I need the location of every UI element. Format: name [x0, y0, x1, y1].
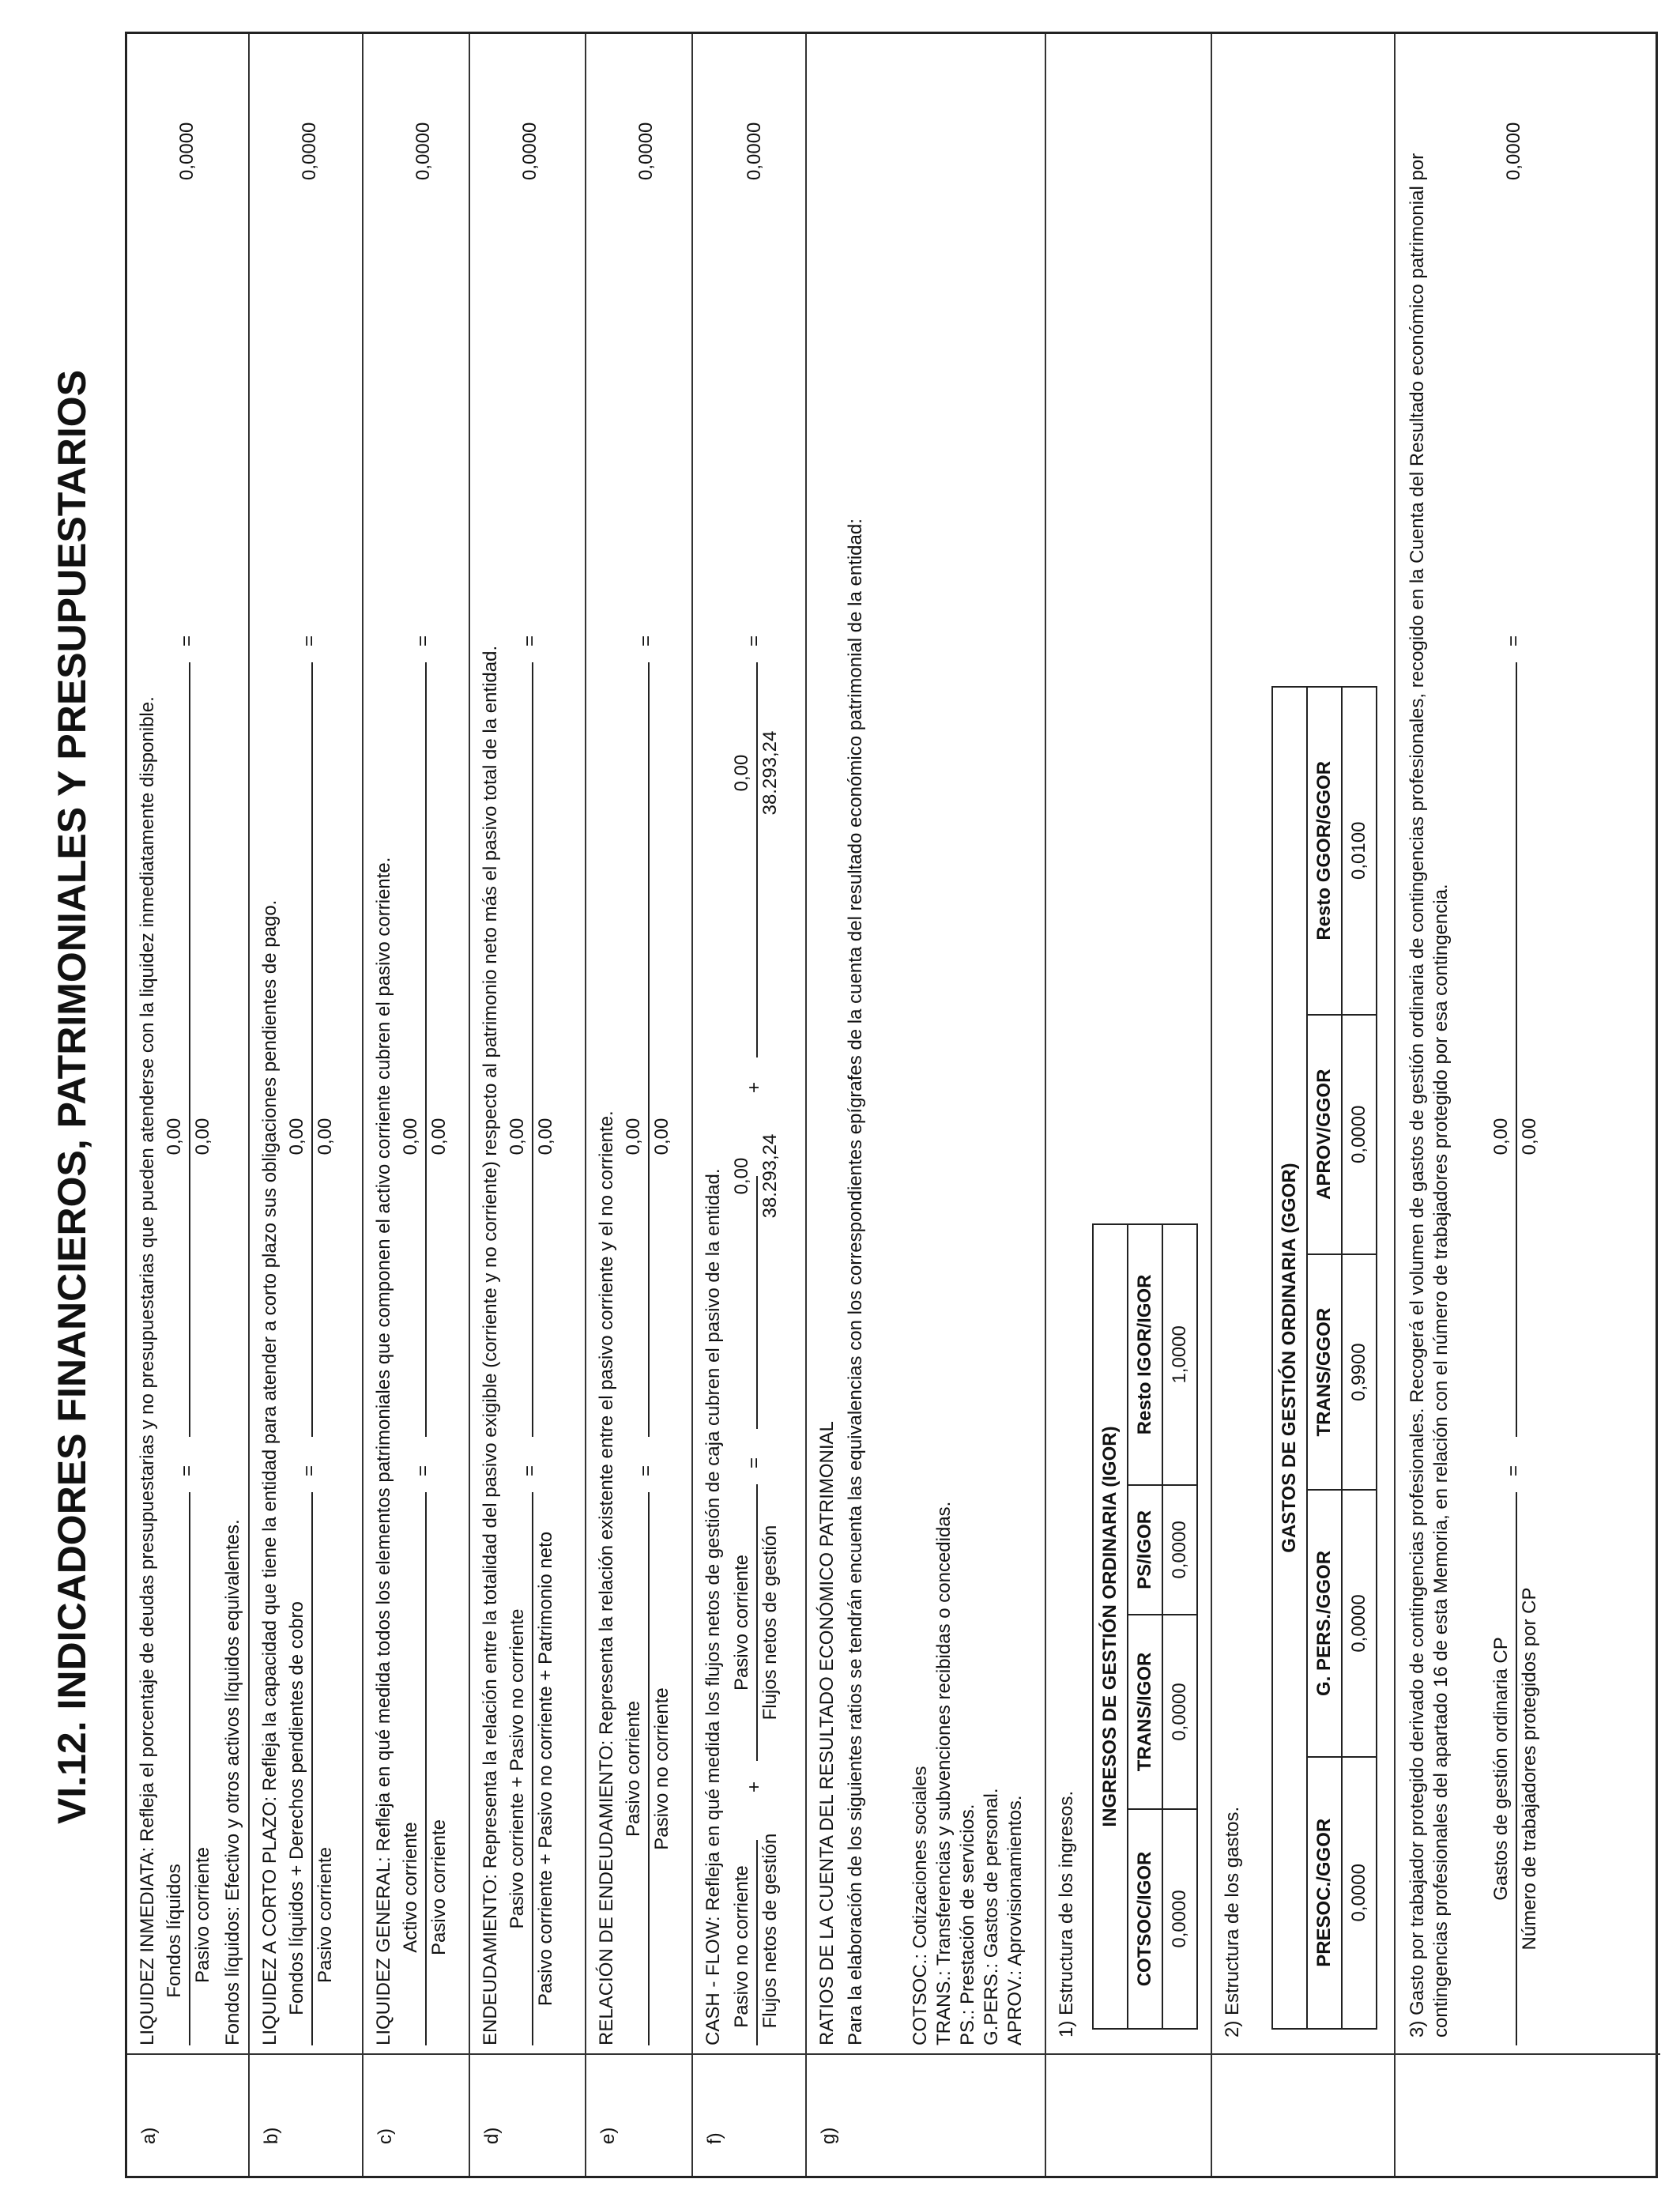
expense-heading: 2) Estructura de los gastos.: [1222, 1806, 1243, 2038]
fraction-line: [532, 1492, 533, 2045]
denominator-value: 0,00: [651, 1118, 672, 1155]
section-letter: f): [693, 2053, 805, 2176]
income-value-cell: 0,0000: [1162, 1615, 1197, 1809]
plus-sign: +: [744, 1781, 765, 1793]
numerator-value: 0,00: [731, 754, 752, 792]
income-structure-section: [1046, 34, 1212, 2176]
numerator-value: 0,00: [507, 1118, 528, 1155]
equals-sign: =: [176, 1465, 198, 1476]
income-table-title: INGRESOS DE GESTIÓN ORDINARIA (IGOR): [1093, 1224, 1128, 2029]
section-description: LIQUIDEZ A CORTO PLAZO: Refleja la capacidad que tiene la entidad para atender a corto plazo sus obligaciones pendientes de pago.: [259, 899, 281, 2045]
income-value-cell: 0,0000: [1162, 1485, 1197, 1615]
income-header-cell: PS/IGOR: [1128, 1485, 1162, 1615]
expense-value-cell: 0,0000: [1342, 1757, 1377, 2029]
legend-item: PS.: Prestación de servicios.: [957, 1804, 978, 2045]
expense-value-cell: 0,9900: [1342, 1254, 1377, 1490]
denominator-label: Pasivo corriente: [192, 1846, 213, 1984]
ratio-result: 0,0000: [176, 122, 198, 180]
section-letter: e): [586, 2053, 691, 2176]
fraction-line: [756, 1484, 758, 1761]
equals-sign: =: [412, 635, 434, 647]
equals-sign: =: [1503, 1465, 1524, 1476]
equals-sign: =: [299, 635, 320, 647]
section-description: LIQUIDEZ INMEDIATA: Refleja el porcentaje de deudas presupuestarias y no presupuestarias que pueden atenderse con la liquidez inmediatamente disponible.: [137, 696, 158, 2045]
section-note: Fondos líquidos: Efectivo y otros activos líquidos equivalentes.: [222, 1519, 243, 2045]
legend-item: TRANS.: Transferencias y subvenciones recibidas o concedidas.: [933, 1501, 955, 2045]
numerator-label: Gastos de gestión ordinaria CP: [1490, 1637, 1512, 1901]
equals-sign: =: [519, 1465, 541, 1476]
denominator-label: Número de trabajadores protegidos por CP: [1519, 1587, 1540, 1951]
section-letter: c): [363, 2053, 469, 2176]
fraction-line: [425, 1492, 427, 2045]
section-letter: d): [470, 2053, 585, 2176]
fraction-line: [1516, 1492, 1517, 2045]
fraction-line: [425, 662, 427, 1437]
numerator-label: Pasivo no corriente: [731, 1865, 752, 2028]
section-e: [586, 34, 693, 2176]
fraction-line: [189, 662, 190, 1437]
ratio-result: 0,0000: [744, 122, 765, 180]
numerator-label: Pasivo corriente + Pasivo no corriente: [507, 1608, 528, 1929]
income-header-cell: COTSOC/IGOR: [1128, 1809, 1162, 2029]
numerator-label: Fondos líquidos: [164, 1864, 185, 1998]
section-b: [250, 34, 363, 2176]
section-description: ENDEUDAMIENTO: Representa la relación entre la totalidad del pasivo exigible (corriente y no corriente) respecto al patrimonio neto más el pasivo total de la entidad.: [480, 645, 501, 2045]
income-header-cell: Resto IGOR/IGOR: [1128, 1224, 1162, 1485]
ratio-result: 0,0000: [299, 122, 320, 180]
fraction-line: [648, 662, 650, 1437]
denominator-value: 0,00: [1519, 1118, 1540, 1155]
fraction-line: [532, 662, 533, 1437]
section-heading: RATIOS DE LA CUENTA DEL RESULTADO ECONÓMICO PATRIMONIAL: [816, 1421, 838, 2045]
section-description: LIQUIDEZ GENERAL: Refleja en qué medida todos los elementos patrimoniales que componen el activo corriente cubren el pasivo corriente.: [373, 857, 394, 2045]
section-letter: b): [250, 2053, 362, 2176]
denominator-label: Pasivo corriente + Pasivo no corriente + Patrimonio neto: [535, 1531, 556, 2007]
numerator-value: 0,00: [164, 1118, 185, 1155]
section-g: [807, 34, 1046, 2176]
equals-sign: =: [519, 635, 541, 647]
legend-item: APROV.: Aprovisionamientos.: [1004, 1795, 1026, 2045]
denominator-label: Pasivo no corriente: [651, 1687, 672, 1850]
expense-header-cell: TRANS/GGOR: [1307, 1254, 1342, 1490]
equals-sign: =: [635, 1465, 657, 1476]
legend-item: COTSOC.: Cotizaciones sociales: [910, 1766, 931, 2045]
denominator-label: Pasivo corriente: [428, 1819, 450, 1956]
equals-sign: =: [412, 1465, 434, 1476]
equals-sign: =: [635, 635, 657, 647]
fraction-line: [311, 1492, 313, 2045]
expense-header-cell: Resto GGOR/GGOR: [1307, 687, 1342, 1015]
section-intro: Para la elaboración de los siguientes ratios se tendrán encuenta las equivalencias con los correspondientes epígrafes de la cuenta del resultado económico patrimonial de la entidad:: [845, 518, 866, 2045]
expense-value-cell: 0,0000: [1342, 1490, 1377, 1756]
fraction-line: [1516, 662, 1517, 1437]
ratio-result: 0,0000: [412, 122, 434, 180]
equals-sign: =: [744, 1457, 765, 1468]
expense-header-cell: PRESOC./GGOR: [1307, 1757, 1342, 2029]
cost-per-worker-section: [1396, 34, 1660, 2176]
cost-per-worker-text: contingencias profesionales del apartado 16 de esta Memoria, en relación con el número de trabajadores protegido por esa contingencia.: [1430, 884, 1452, 2038]
fraction-line: [189, 1492, 190, 2045]
fraction-line: [756, 662, 758, 1057]
denominator-value: 0,00: [192, 1118, 213, 1155]
section-f: [693, 34, 807, 2176]
denominator-value: 0,00: [428, 1118, 450, 1155]
fraction-line: [648, 1492, 650, 2045]
numerator-label: Pasivo corriente: [731, 1554, 752, 1691]
denominator-value: 38.293,24: [759, 730, 781, 816]
cost-per-worker-text: 3) Gasto por trabajador protegido derivado de contingencias profesionales. Recogerá el volumen de gastos de gestión ordinaria de contingencias profesionales, recogido en la Cuenta del Resultado económico patrimonial por: [1407, 153, 1428, 2038]
section-description: RELACIÓN DE ENDEUDAMIENTO: Representa la relación existente entre el pasivo corriente y el no corriente.: [596, 1110, 617, 2045]
section-letter: g): [807, 2053, 1045, 2176]
expense-table: [1271, 686, 1377, 2030]
expense-value-cell: 0,0100: [1342, 687, 1377, 1015]
expense-table-title: GASTOS DE GESTIÓN ORDINARIA (GGOR): [1272, 687, 1307, 2029]
numerator-value: 0,00: [286, 1118, 307, 1155]
numerator-value: 0,00: [1490, 1118, 1512, 1155]
equals-sign: =: [299, 1465, 320, 1476]
income-heading: 1) Estructura de los ingresos.: [1056, 1790, 1077, 2038]
section-a: [127, 34, 250, 2176]
fraction-line: [311, 662, 313, 1437]
ratio-result: 0,0000: [519, 122, 541, 180]
section-d: [470, 34, 586, 2176]
numerator-label: Fondos líquidos + Derechos pendientes de cobro: [286, 1601, 307, 2015]
income-header-cell: TRANS/IGOR: [1128, 1615, 1162, 1809]
denominator-label: Pasivo corriente: [315, 1846, 336, 1984]
fraction-line: [756, 1176, 758, 1429]
section-description: CASH - FLOW: Refleja en qué medida los flujos netos de gestión de caja cubren el pasivo de la entidad.: [703, 1168, 724, 2045]
denominator-value: 0,00: [535, 1118, 556, 1155]
plus-sign: +: [744, 1081, 765, 1093]
expense-header-cell: G. PERS./GGOR: [1307, 1490, 1342, 1756]
equals-sign: =: [744, 635, 765, 647]
numerator-label: Activo corriente: [400, 1822, 421, 1953]
numerator-value: 0,00: [623, 1118, 644, 1155]
section-letter: a): [127, 2053, 248, 2176]
ratio-result: 0,0000: [635, 122, 657, 180]
expense-structure-section: [1212, 34, 1396, 2176]
income-value-cell: 0,0000: [1162, 1809, 1197, 2029]
income-table: [1092, 1223, 1198, 2030]
page-title: VI.12. INDICADORES FINANCIEROS, PATRIMONIALES Y PRESUPUESTARIOS: [50, 369, 94, 1825]
denominator-label: Flujos netos de gestión: [759, 1833, 781, 2029]
expense-value-cell: 0,0000: [1342, 1015, 1377, 1254]
numerator-value: 0,00: [731, 1157, 752, 1195]
denominator-value: 0,00: [315, 1118, 336, 1155]
numerator-value: 0,00: [400, 1118, 421, 1155]
ratio-result: 0,0000: [1503, 122, 1524, 180]
income-value-cell: 1,0000: [1162, 1224, 1197, 1485]
section-c: [363, 34, 470, 2176]
indicators-frame: [125, 32, 1658, 2178]
equals-sign: =: [1503, 635, 1524, 647]
expense-header-cell: APROV/GGOR: [1307, 1015, 1342, 1254]
numerator-label: Pasivo corriente: [623, 1700, 644, 1838]
legend-item: G.PERS.: Gastos de personal.: [981, 1788, 1002, 2045]
denominator-label: Flujos netos de gestión: [759, 1525, 781, 1721]
fraction-line: [756, 1840, 758, 2045]
denominator-value: 38.293,24: [759, 1133, 781, 1219]
equals-sign: =: [176, 635, 198, 647]
